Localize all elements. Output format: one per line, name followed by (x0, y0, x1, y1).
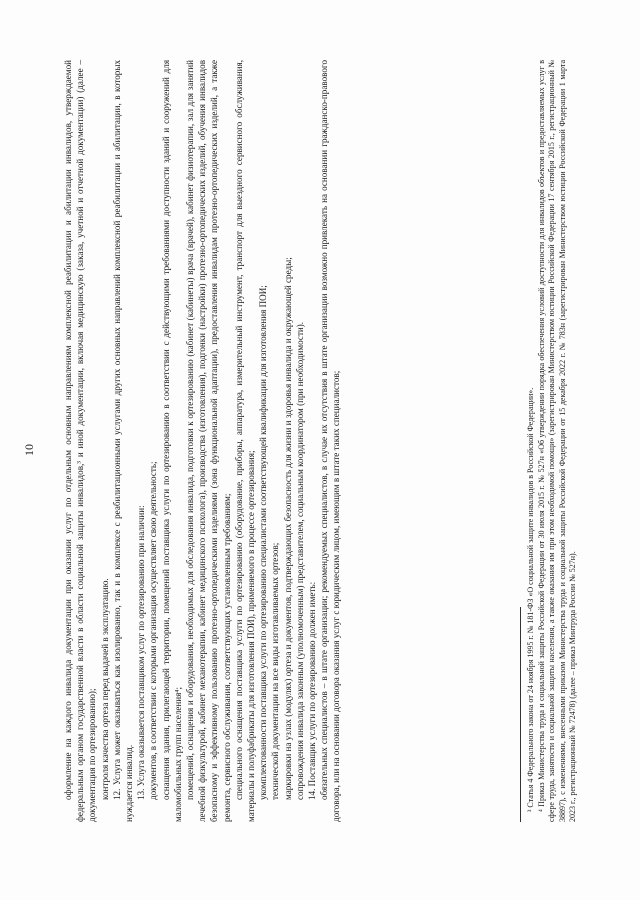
paragraph: технической документации на все виды изготавливаемых ортезов; (270, 542, 281, 800)
paragraph: обязательных специалистов – в штате организации; рекомендуемых специалистов, в случае их отсутствия в штате организации возможно привлекать на основании гражданско-правового договора, или на основании договора оказания услуг с юридическим лицом, имеющим в штате таких специалистов; (319, 60, 342, 822)
page-number: 10 (22, 444, 36, 456)
paragraph: 12. Услуга может оказываться как изолированно, так и в комплексе с реабилитационными услугами других основных направлений комплексной реабилитации и абилитации, в которых нуждается инвалид. (111, 60, 135, 822)
paragraph: специального оснащения поставщика услуги по ортезированию (оборудование, приборы, аппаратура, измерительный инструмент, транспорт для выездного сервисного обслуживания, материалы и полуфабрикаты для изготовления ПОИ), применяемого в процессе ортезирования; (233, 60, 257, 822)
body-text (62, 60, 343, 822)
paragraph: контроля качества ортеза перед выдачей в эксплуатацию. (99, 578, 110, 800)
paragraph: сопровождения инвалида законным (уполномоченным) представителем, социальным координатором (при необходимости). (294, 321, 305, 800)
paragraph: оформление на каждого инвалида документации при оказании услуг по отдельным основным направлениям комплексной реабилитации и абилитации инвалидов, утверждаемой федеральным органом государственной власти в области социальной защиты инвалидов,³ и иной документации, включая медицинскую (заказа, учетной и отчетной документации) (далее – документация по ортезированию); (63, 60, 98, 822)
footnote-3: ³ Статья 4 Федерального закона от 24 ноября 1995 г. № 181-ФЗ «О социальной защите инвалидов в Российской Федерации». (526, 387, 535, 812)
footnotes (526, 60, 579, 822)
paragraph: укомплектованности поставщика услуги по ортезированию специалистами соответствующей квалификации для изготовления ПОИ; (258, 285, 269, 800)
paragraph: оснащения здания, прилегающей территории, помещений поставщика услуги по ортезированию в соответствии с действующими требованиями доступности зданий и сооружений для маломобильных групп населения⁴; (160, 60, 183, 822)
paragraph: маркировки на узлах (модулях) ортеза и документов, подтверждающих безопасность для жизни и здоровья инвалида и окружающей среды; (282, 257, 293, 800)
paragraph: помещений, оснащения и оборудования, необходимых для обследования инвалида, подготовки к ортезированию (кабинет (кабинеты) врача (врачей), кабинет физиотерапии, зал для занятий лечебной физкультурой, кабинет механотерапии, кабинет медицинского психолога), производства (изготовления), подгонки (настройки) протезно-ортопедических изделий, обучения инвалидов безопасному и эффективному пользованию протезно-ортопедическими изделиями (зона функциональной адаптации), предоставления инвалидам протезно-ортопедических изделий, а также ремонта, сервисного обслуживания, соответствующих установленным требованиям; (185, 60, 232, 822)
paragraph: документов, в соответствии с которыми организация осуществляет свою деятельность; (148, 461, 159, 800)
footnote-4: ⁴ Приказ Министерства труда и социальной защиты Российской Федерации от 30 июля 2015 г. № 527н «Об утверждении порядка обеспечения условий доступности для инвалидов объектов и предоставляемых услуг в сфере труда, занятости и социальной защиты населения, а также оказания им при этом необходимой помощи» (зарегистрирован Министерством юстиции Российской Федерации 17 сентября 2015 г., регистрационный № 38897), с изменениями, внесенными приказом Министерства труда и социальной защиты Российской Федерации от 15 декабря 2022 г. № 783н (зарегистрирован Министерством юстиции Российской Федерации 1 марта 2023 г., регистрационный № 72478) (далее – приказ Минтруда России № 527н). (536, 60, 578, 822)
footnote-separator (520, 607, 521, 822)
paragraph: 13. Услуга оказывается поставщиком услуг по ортезированию при наличии: (136, 505, 147, 800)
paragraph: 14. Поставщик услуги по ортезированию должен иметь: (307, 581, 318, 800)
